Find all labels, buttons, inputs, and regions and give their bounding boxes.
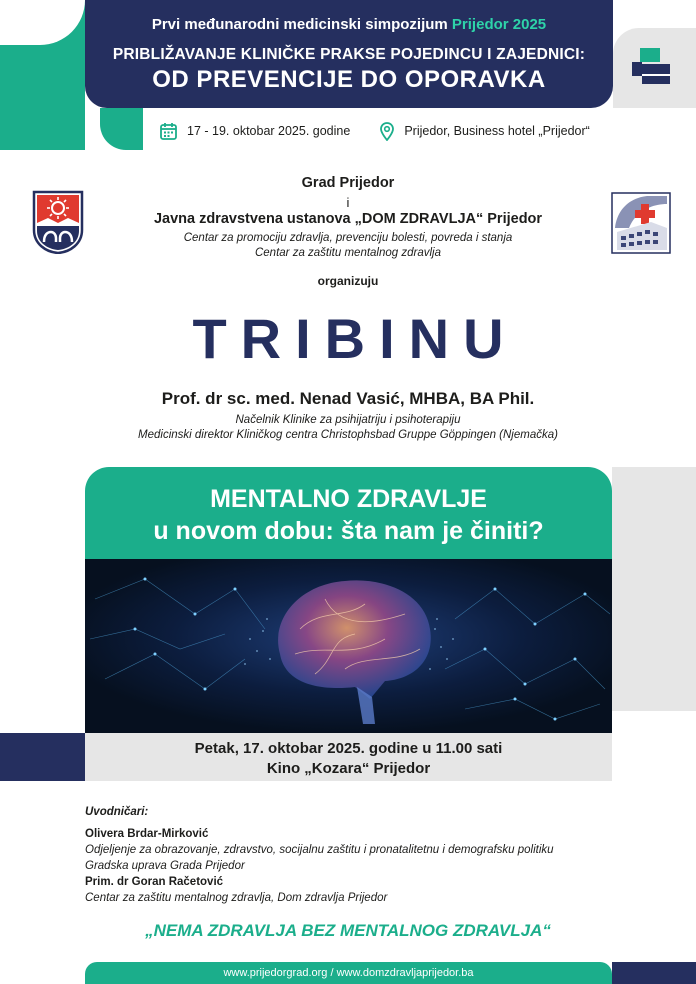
symposium-title — [85, 16, 613, 33]
topic-banner — [85, 467, 612, 559]
brain-network-image — [85, 559, 612, 733]
intro-heading: Uvodničari: — [85, 806, 149, 818]
speaker-role-2: Medicinski direktor Kliničkog centra Christophsbad Gruppe Göppingen (Njemačka) — [138, 429, 558, 441]
city-crest-icon — [32, 190, 84, 254]
speaker-block — [70, 389, 626, 441]
decor-green-strip — [100, 108, 143, 150]
organizer-conjunction: i — [346, 195, 350, 210]
event-info-row — [160, 119, 590, 143]
decor-green-shape — [0, 0, 85, 150]
symposium-theme: OD PREVENCIJE DO OPORAVKA — [152, 66, 546, 93]
organizer-center-1: Centar za promociju zdravlja, prevenciju bolesti, povreda i stanja — [183, 232, 513, 244]
topic-line-1: MENTALNO ZDRAVLJE — [210, 485, 487, 513]
organizer-institution: Javna zdravstvena ustanova „DOM ZDRAVLJA“ Prijedor — [153, 211, 543, 227]
symposium-title-prefix: Prvi međunarodni medicinski simpozijum — [151, 16, 448, 33]
page-title: TRIBINU — [192, 307, 518, 370]
footer-links[interactable]: www.prijedorgrad.org / www.domzdravljaprijedor.ba — [223, 967, 474, 979]
event-date-text: 17 - 19. oktobar 2025. godine — [187, 124, 351, 138]
event-location-text: Prijedor, Business hotel „Prijedor“ — [404, 124, 590, 138]
intro-speaker-2-role: Centar za zaštitu mentalnog zdravlja, Dom zdravlja Prijedor — [85, 892, 388, 904]
decor-grey-side — [612, 467, 696, 711]
calendar-icon — [160, 122, 177, 140]
intro-speaker-1-role-1: Odjeljenje za obrazovanje, zdravstvo, socijalnu zaštitu i pronatalitetnu i demografsku politiku — [85, 844, 554, 856]
organizer-city: Grad Prijedor — [301, 175, 395, 191]
symposium-title-accent: Prijedor 2025 — [451, 16, 547, 33]
location-pin-icon — [380, 122, 394, 141]
intro-speaker-2-name: Prim. dr Goran Račetović — [85, 876, 224, 888]
speaker-name: Prof. dr sc. med. Nenad Vasić, MHBA, BA Phil. — [161, 389, 535, 408]
slogan: „NEMA ZDRAVLJA BEZ MENTALNOG ZDRAVLJA“ — [145, 921, 551, 940]
organizers-block — [110, 175, 586, 288]
event-venue: Kino „Kozara“ Prijedor — [266, 760, 431, 777]
decor-navy-block — [0, 733, 85, 781]
event-details-band — [85, 733, 612, 781]
event-location — [380, 122, 590, 141]
symposium-subtitle: PRIBLIŽAVANJE KLINIČKE PRAKSE POJEDINCU I ZAJEDNICI: — [112, 46, 586, 63]
footer-band — [85, 962, 612, 984]
organizer-center-2: Centar za zaštitu mentalnog zdravlja — [254, 247, 441, 259]
organizers-verb: organizuju — [317, 274, 379, 288]
intro-speaker-1-role-2: Gradska uprava Grada Prijedor — [85, 860, 245, 872]
event-date — [160, 122, 350, 140]
symposium-logo-icon — [630, 46, 674, 86]
header-banner — [85, 0, 613, 108]
topic-line-2: u novom dobu: šta nam je činiti? — [153, 517, 544, 545]
intro-speakers — [85, 804, 645, 906]
intro-speaker-1-name: Olivera Brdar-Mirković — [85, 828, 209, 840]
event-datetime: Petak, 17. oktobar 2025. godine u 11.00 sati — [194, 740, 503, 757]
decor-footer-navy — [612, 962, 696, 984]
brain-icon — [85, 559, 612, 733]
speaker-role-1: Načelnik Klinike za psihijatriju i psihoterapiju — [235, 414, 461, 426]
health-center-logo-icon — [611, 192, 671, 254]
